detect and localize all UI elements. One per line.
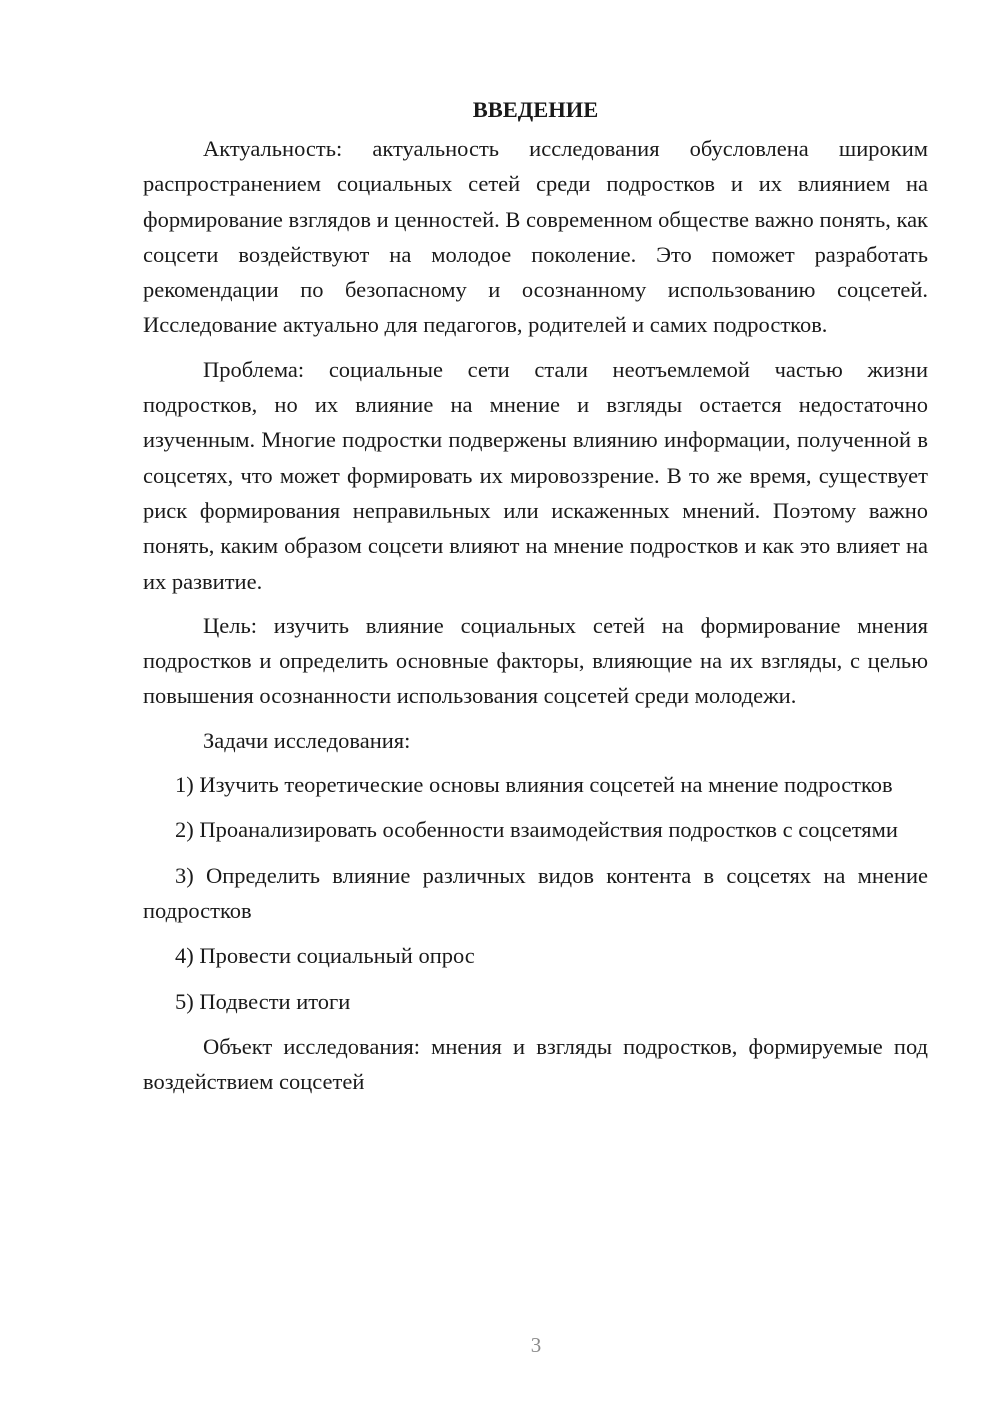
task-item-3: 3) Определить влияние различных видов контента в соцсетях на мнение подростков xyxy=(143,862,928,923)
task-item-2: 2) Проанализировать особенности взаимодействия подростков с соцсетями xyxy=(175,817,898,843)
paragraph-goal: Цель: изучить влияние социальных сетей на формирование мнения подростков и определить основные факторы, влияющие на их взгляды, с целью повышения осознанности использования соцсетей среди молодежи. xyxy=(143,612,928,709)
paragraph-object: Объект исследования: мнения и взгляды подростков, формируемые под воздействием соцсетей xyxy=(143,1033,928,1095)
paragraph-problem: Проблема: социальные сети стали неотъемлемой частью жизни подростков, но их влияние на мнение и взгляды остается недостаточно изученным. Многие подростки подвержены влиянию информации, полученной в соцсетях, что может формировать их мировоззрение. В то же время, существует риск формирования неправильных или искаженных мнений. Поэтому важно понять, каким образом соцсети влияют на мнение подростков и как это влияет на их развитие. xyxy=(143,356,928,594)
paragraph-relevance: Актуальность: актуальность исследования обусловлена широким распространением социальных сетей среди подростков и их влиянием на формирование взглядов и ценностей. В современном обществе важно понять, как соцсети воздействуют на молодое поколение. Это поможет разработать рекомендации по безопасному и осознанному использованию соцсетей. Исследование актуально для педагогов, родителей и самих подростков. xyxy=(143,136,928,338)
tasks-title: Задачи исследования: xyxy=(203,727,411,753)
task-item-4: 4) Провести социальный опрос xyxy=(175,943,475,969)
section-heading: ВВЕДЕНИЕ xyxy=(472,97,599,122)
task-item-5: 5) Подвести итоги xyxy=(175,988,351,1014)
page-number: 3 xyxy=(530,1333,542,1357)
document-page xyxy=(143,92,928,1108)
task-item-1: 1) Изучить теоретические основы влияния соцсетей на мнение подростков xyxy=(175,772,893,798)
